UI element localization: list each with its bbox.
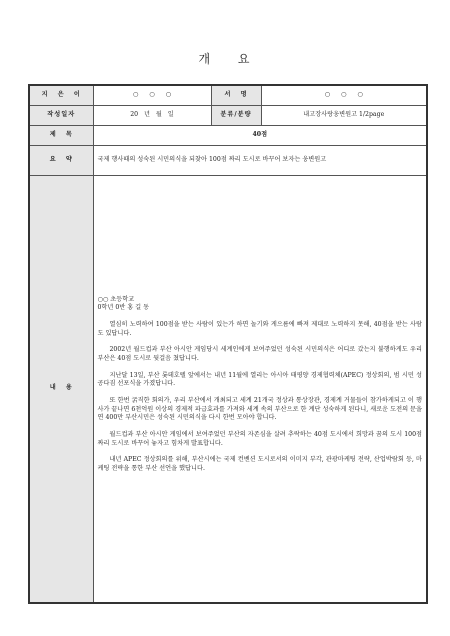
summary-row bbox=[29, 145, 427, 175]
content-body bbox=[93, 175, 427, 603]
author-value: ○ ○ ○ bbox=[93, 85, 211, 105]
content-row bbox=[29, 175, 427, 603]
subject-row bbox=[29, 125, 427, 145]
overview-form bbox=[28, 84, 428, 604]
category-value: 내고장사랑웅변원고 1/2page bbox=[261, 105, 427, 125]
content-paragraph: 월드컵과 부산 아시안 게임에서 보여주었던 부산의 자존심을 살려 추락하는 40점 도시에서 희망과 꿈의 도시 100점 짜리 도시로 바꾸어 놓자고 힘차게 발표합니다. bbox=[97, 431, 422, 447]
signature-label: 서 명 bbox=[211, 85, 261, 105]
content-student: 0학년 0반 홍 길 동 bbox=[97, 304, 150, 312]
content-paragraph: 열심히 노력하여 100점을 받는 사람이 있는가 하면 놀기와 게으름에 빠져 제대로 노력하지 못해, 40점을 받는 사람도 있답니다. bbox=[97, 321, 422, 337]
subject-label: 제 목 bbox=[29, 125, 93, 145]
content-school: ○○ 초등학교 bbox=[97, 295, 135, 303]
subject-value: 40점 bbox=[93, 125, 427, 145]
author-label: 지 은 이 bbox=[29, 85, 93, 105]
date-row bbox=[29, 105, 427, 125]
document-title: 개 요 bbox=[198, 52, 252, 66]
summary-label: 요 약 bbox=[29, 145, 93, 175]
date-label: 작성일자 bbox=[29, 105, 93, 125]
summary-value: 국제 행사때의 성숙된 시민의식을 되찾아 100점 짜리 도시로 바꾸어 보자는 웅변원고 bbox=[93, 145, 427, 175]
content-paragraph: 내년 APEC 정상회의를 위해, 부산시에는 국제 컨벤션 도시로서의 이미지 부각, 관광마케팅 전략, 산업박람회 등, 마케팅 전략을 통한 부산 선언을 했답니다. bbox=[97, 456, 422, 473]
content-label: 내 용 bbox=[29, 175, 93, 603]
date-value: 20 년 월 일 bbox=[93, 105, 211, 125]
signature-value: ○ ○ ○ bbox=[261, 85, 427, 105]
category-label: 분류/분량 bbox=[211, 105, 261, 125]
content-paragraph: 지난달 13일, 부산 롯데호텔 앞에서는 내년 11월에 열리는 아시아 태평양 경제협력체(APEC) 정상회의, 범 시민 성공다짐 선포식을 가졌답니다. bbox=[97, 371, 422, 388]
content-paragraph: 또 한번 굵직한 회의가, 우리 부산에서 개최되고 세계 21개국 정상과 통상장관, 경제계 거물들이 참가하게되고 이 행사가 끝나면 6천억원 이상의 경제적 파급효과를 가져와 세계 속의 부산으로 한 계단 성숙하게 된다니, 새로운 도전의 문을 연 400만 부산시민은 성숙된 시민의식을 다시 한번 모아야 합니다. bbox=[97, 397, 422, 422]
author-row bbox=[29, 85, 427, 105]
content-paragraph: 2002년 월드컵과 부산 아시안 게임당시 세계인에게 보여주었던 성숙된 시민의식은 어디로 갔는지 불행하게도 우리 부산은 40점 도시로 뒷걸음 쳤답니다. bbox=[97, 346, 422, 363]
